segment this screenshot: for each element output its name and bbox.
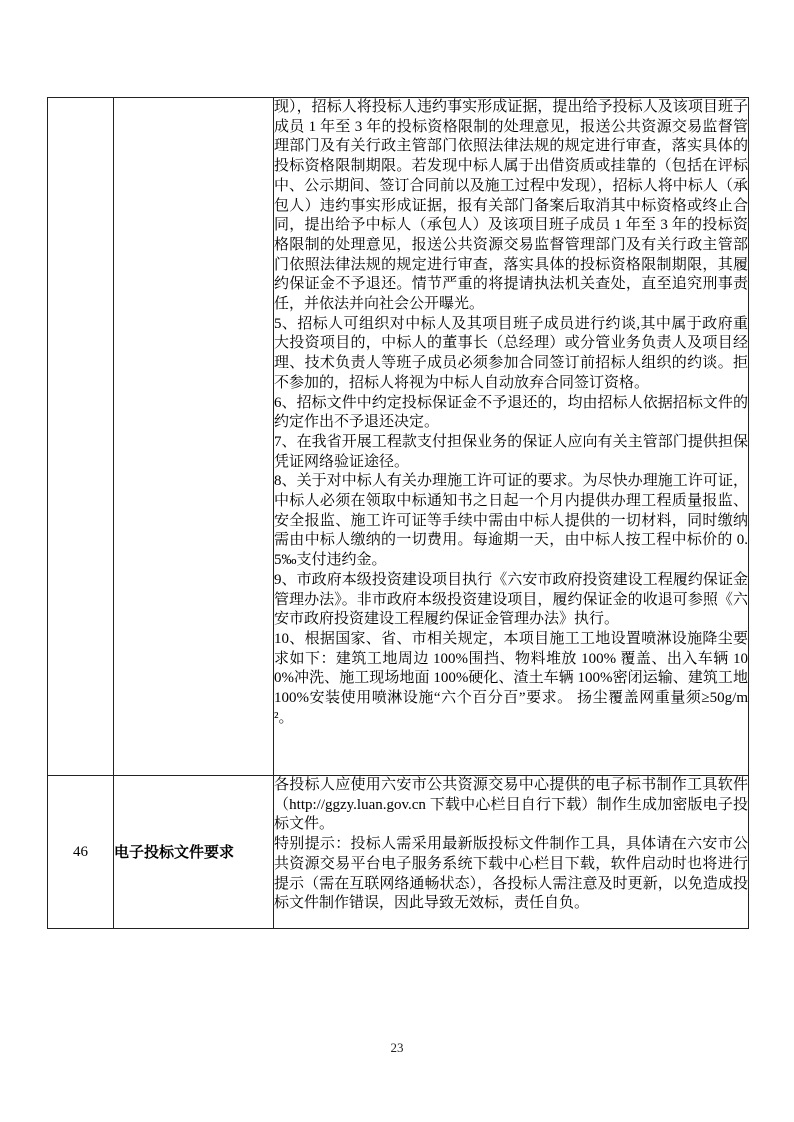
row-content-cell [274,98,749,776]
bid-requirements-table [47,97,749,929]
clause-paragraph: 9、市政府本级投资建设项目执行《六安市政府投资建设工程履约保证金管理办法》。非市政府本级投资建设项目，履约保证金的收退可参照《六安市政府投资建设工程履约保证金管理办法》执行。 [274,571,748,628]
page-number: 23 [390,1040,404,1055]
clause-paragraph: 6、招标文件中约定投标保证金不予退还的，均由招标人依据招标文件的约定作出不予退还决定。 [274,394,748,431]
row-title-cell [114,98,274,776]
clause-paragraph: 现），招标人将投标人违约事实形成证据，提出给予投标人及该项目班子成员 1 年至 3 年的投标资格限制的处理意见，报送公共资源交易监督管理部门及有关行政主管部门依照法律法规的规定进行审查，落实具体的投标资格限制期限。若发现中标人属于出借资质或挂靠的（包括在评标中、公示期间、签订合同前以及施工过程中发现），招标人将中标人（承包人）违约事实形成证据，报有关部门备案后取消其中标资格或终止合同，提出给予中标人（承包人）及该项目班子成员 1 年至 3 年的投标资格限制的处理意见，报送公共资源交易监督管理部门及有关行政主管部门依照法律法规的规定进行审查，落实具体的投标资格限制期限，其履约保证金不予退还。情节严重的将提请执法机关查处，直至追究刑事责任，并依法并向社会公开曝光。 [274,99,748,313]
table-row-46 [48,776,749,929]
clause-paragraph: 各投标人应使用六安市公共资源交易中心提供的电子标书制作工具软件（http://ggzy.luan.gov.cn 下载中心栏目自行下载）制作生成加密版电子投标文件。 [274,777,748,833]
clause-paragraph: 5、招标人可组织对中标人及其项目班子成员进行约谈,其中属于政府重大投资项目的，中标人的董事长（总经理）或分管业务负责人及项目经理、技术负责人等班子成员必须参加合同签订前招标人组织的约谈。拒不参加的，招标人将视为中标人自动放弃合同签订资格。 [274,315,748,391]
row-number-cell [48,98,114,776]
row-number-cell: 46 [48,776,114,929]
clause-paragraph: 8、关于对中标人有关办理施工许可证的要求。为尽快办理施工许可证，中标人必须在领取中标通知书之日起一个月内提供办理工程质量报监、安全报监、施工许可证等手续中需由中标人提供的一切材料，同时缴纳需由中标人缴纳的一切费用。每逾期一天，由中标人按工程中标价的 0.5‰支付违约金。 [274,473,748,569]
row-content-cell [274,776,749,929]
clause-paragraph: 特别提示：投标人需采用最新版投标文件制作工具，具体请在六安市公共资源交易平台电子服务系统下载中心栏目下载，软件启动时也将进行提示（需在互联网络通畅状态），各投标人需注意及时更新，以免造成投标文件制作错误，因此导致无效标，责任自负。 [274,836,748,912]
clause-paragraph: 10、根据国家、省、市相关规定，本项目施工工地设置喷淋设施降尘要求如下：建筑工地周边 100%围挡、物料堆放 100% 覆盖、出入车辆 100%冲洗、施工现场地面 100%硬化、渣土车辆 100%密闭运输、建筑工地 100%安装使用喷淋设施“六个百分百”要求。 扬尘覆盖网重量须≥50g/m²。 [274,630,748,726]
table-row-continuation [48,98,749,776]
clause-paragraph: 7、在我省开展工程款支付担保业务的保证人应向有关主管部门提供担保凭证网络验证途径。 [274,433,748,470]
row-title-cell: 电子投标文件要求 [114,776,274,929]
